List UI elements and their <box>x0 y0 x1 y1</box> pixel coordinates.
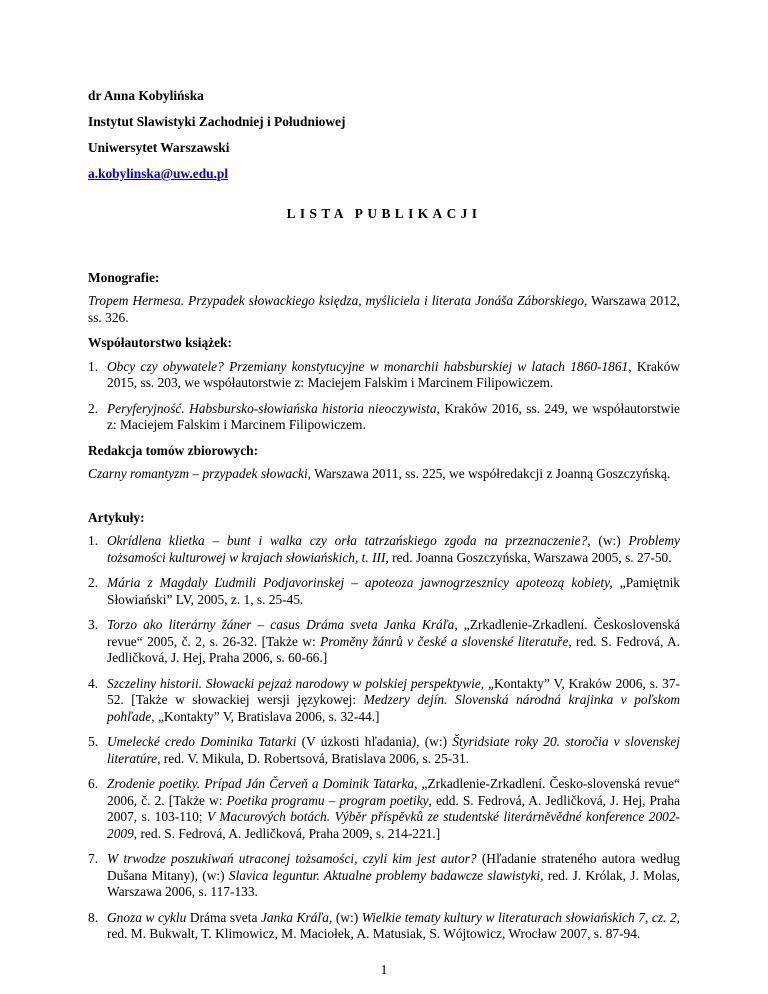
page-number: 1 <box>380 962 388 977</box>
entry-title: Torzo ako literárny žáner – casus Dráma sveta Janka Kráľa <box>107 617 455 632</box>
entry-title: Gnoza w cyklu <box>107 909 187 925</box>
list-number: 4. <box>88 675 99 691</box>
entry-title: Proměny žánrů v české a slovenské literatuře <box>320 633 569 649</box>
section-spacer <box>88 492 680 510</box>
entry-details: , „Zrkadlenie-Zrkadlení. Česko-slovenská revue“ 2006, č. 2. [Także w: <box>107 776 680 808</box>
section-heading-wspolautorstwo: Współautorstwo książek: <box>88 335 232 350</box>
entry-details: Dráma sveta <box>186 909 261 925</box>
list-number: 2. <box>88 400 99 416</box>
entry-title: Mária z Magdaly Ľudmili Podjavorinskej – apoteoza jawnogrzesznicy apoteozą kobiety, <box>107 575 613 590</box>
list-item <box>88 401 680 434</box>
list-number: 6. <box>88 776 99 791</box>
artykuly-list <box>88 533 680 943</box>
entry-details: , red. V. Mikula, D. Robertsová, Bratislava 2006, s. 25-31. <box>157 750 470 766</box>
entry-details: , red. S. Fedrová, A. Jedličková, J. Hej, Praha 2006, s. 60-66.] <box>107 633 680 665</box>
entry-details: „Pamiętnik Słowiański” LV, 2005, z. 1, s. 25-45. <box>107 575 681 607</box>
entry-title: Peryferyjność. Habsbursko-słowiańska historia nieoczywista <box>107 400 437 416</box>
list-item <box>88 734 680 767</box>
list-item <box>88 851 680 901</box>
entry-title: Tropem Hermesa. Przypadek słowackiego księdza, myśliciela i literata Jonáša Záborskiego <box>88 293 585 308</box>
entry-details: , (w:) <box>328 909 362 925</box>
list-item <box>88 776 680 842</box>
entry-details: , „Zrkadlenie-Zrkadlení. Československá revue“ 2005, č. 2, s. 26-32. [Także w: <box>107 617 680 649</box>
entry-title: Medzery dejín. Slovenská národná krajinka v poľskom pohľade, <box>107 692 680 724</box>
author-name: dr Anna Kobylińska <box>88 88 204 103</box>
list-number: 1. <box>88 358 99 374</box>
entry-details: , edd. S. Fedrová, A. Jedličková, J. Hej, Praha 2007, s. 103-110; <box>107 792 681 824</box>
list-item <box>88 617 680 667</box>
entry-title: ), <box>411 734 420 749</box>
university-name: Uniwersytet Warszawski <box>88 140 230 155</box>
entry-title: Problemy tożsamości kulturowej w krajach słowiańskich, t. III <box>107 533 680 565</box>
monografie-entry <box>88 293 680 326</box>
list-number: 8. <box>88 909 99 925</box>
entry-details: „Kontakty” V, Kraków 2006, s. 37-52. [Także w słowackiej wersji językowej: <box>107 675 681 707</box>
entry-title: Szczeliny historii. Słowacki pejzaż narodowy w polskiej perspektywie, <box>107 675 485 691</box>
list-number: 5. <box>88 734 99 749</box>
list-number: 3. <box>88 617 99 632</box>
document-body <box>88 86 680 952</box>
entry-details: (V úzkosti hľadania <box>296 734 412 749</box>
entry-details: , red. M. Bukwalt, T. Klimowicz, M. Maciołek, A. Matusiak, S. Wójtowicz, Wrocław 2007, s. 87-94. <box>107 909 681 941</box>
list-item <box>88 575 680 608</box>
list-number: 1. <box>88 533 99 548</box>
entry-title: Poetika programu – program poetiky <box>226 792 429 808</box>
entry-details: „Kontakty” V, Bratislava 2006, s. 32-44.] <box>154 708 380 724</box>
entry-details: , Warszawa 2012, ss. 326. <box>88 293 680 325</box>
section-heading-monografie: Monografie: <box>88 269 160 285</box>
list-item <box>88 533 680 566</box>
list-item <box>88 676 680 726</box>
entry-title: Zrodenie poetiky. Prípad Ján Červeň a Dominik Tatarka <box>107 776 415 791</box>
list-item <box>88 359 680 392</box>
entry-details: (Hľadanie strateného autora według Dušana Mitany), (w:) <box>107 851 680 883</box>
entry-details: , (w:) <box>587 533 629 548</box>
entry-title: Okrídlena klietka – bunt i walka czy orła tatrzańskiego zgoda na przeznaczenie? <box>107 533 588 548</box>
entry-title: Obcy czy obywatele? Przemiany konstytucyjne w monarchii habsburskiej w latach 1860-1861 <box>107 358 629 374</box>
institute-name: Instytut Slawistyki Zachodniej i Południowej <box>88 114 346 129</box>
entry-title: Slavica leguntur. Aktualne problemy badawcze slawistyki <box>228 867 541 883</box>
email-link[interactable]: a.kobylinska@uw.edu.pl <box>88 166 229 181</box>
section-heading-redakcja: Redakcja tomów zbiorowych: <box>88 442 259 458</box>
entry-details: , red. Joanna Goszczyńska, Warszawa 2005, s. 27-50. <box>385 549 672 565</box>
section-heading-artykuly: Artykuły: <box>88 509 145 525</box>
entry-details: , Kraków 2015, ss. 203, we współautorstwie z: Maciejem Falskim i Marcinem Filipowiczem. <box>107 358 680 390</box>
entry-title: W trwodze poszukiwań utraconej tożsamości, czyli kim jest autor? <box>107 851 477 866</box>
entry-title: Czarny romantyzm – przypadek słowacki <box>88 466 308 481</box>
entry-title: Umelecké credo Dominika Tatarki <box>107 734 297 749</box>
list-number: 2. <box>88 575 99 590</box>
entry-title: Štyridsiate roky 20. storočia v slovenskej literatúre <box>107 734 680 766</box>
wspolautorstwo-list <box>88 359 680 434</box>
list-item <box>88 910 680 943</box>
entry-details: , red. S. Fedrová, A. Jedličková, Praha 2009, s. 214-221.] <box>133 825 441 841</box>
list-number: 7. <box>88 851 99 866</box>
entry-details: , Warszawa 2011, ss. 225, we współredakcji z Joanną Goszczyńską. <box>307 466 671 481</box>
email-line <box>88 164 680 190</box>
entry-details: , red. J. Królak, J. Molas, Warszawa 2006, s. 117-133. <box>107 867 680 899</box>
entry-title: Wielkie tematy kultury w literaturach słowiańskich 7, cz. 2 <box>361 909 677 925</box>
entry-title: V Macurových botách. Výběr příspěvků ze studentské literárněvědné konference 2002-2009 <box>107 809 680 841</box>
redakcja-entry <box>88 466 680 483</box>
entry-details: , Kraków 2016, ss. 249, we współautorstwie z: Maciejem Falskim i Marcinem Filipowiczem. <box>107 400 680 432</box>
page-title: LISTA PUBLIKACJI <box>286 206 482 221</box>
entry-details: (w:) <box>419 734 453 749</box>
entry-title: Janka Kráľa <box>260 909 329 925</box>
